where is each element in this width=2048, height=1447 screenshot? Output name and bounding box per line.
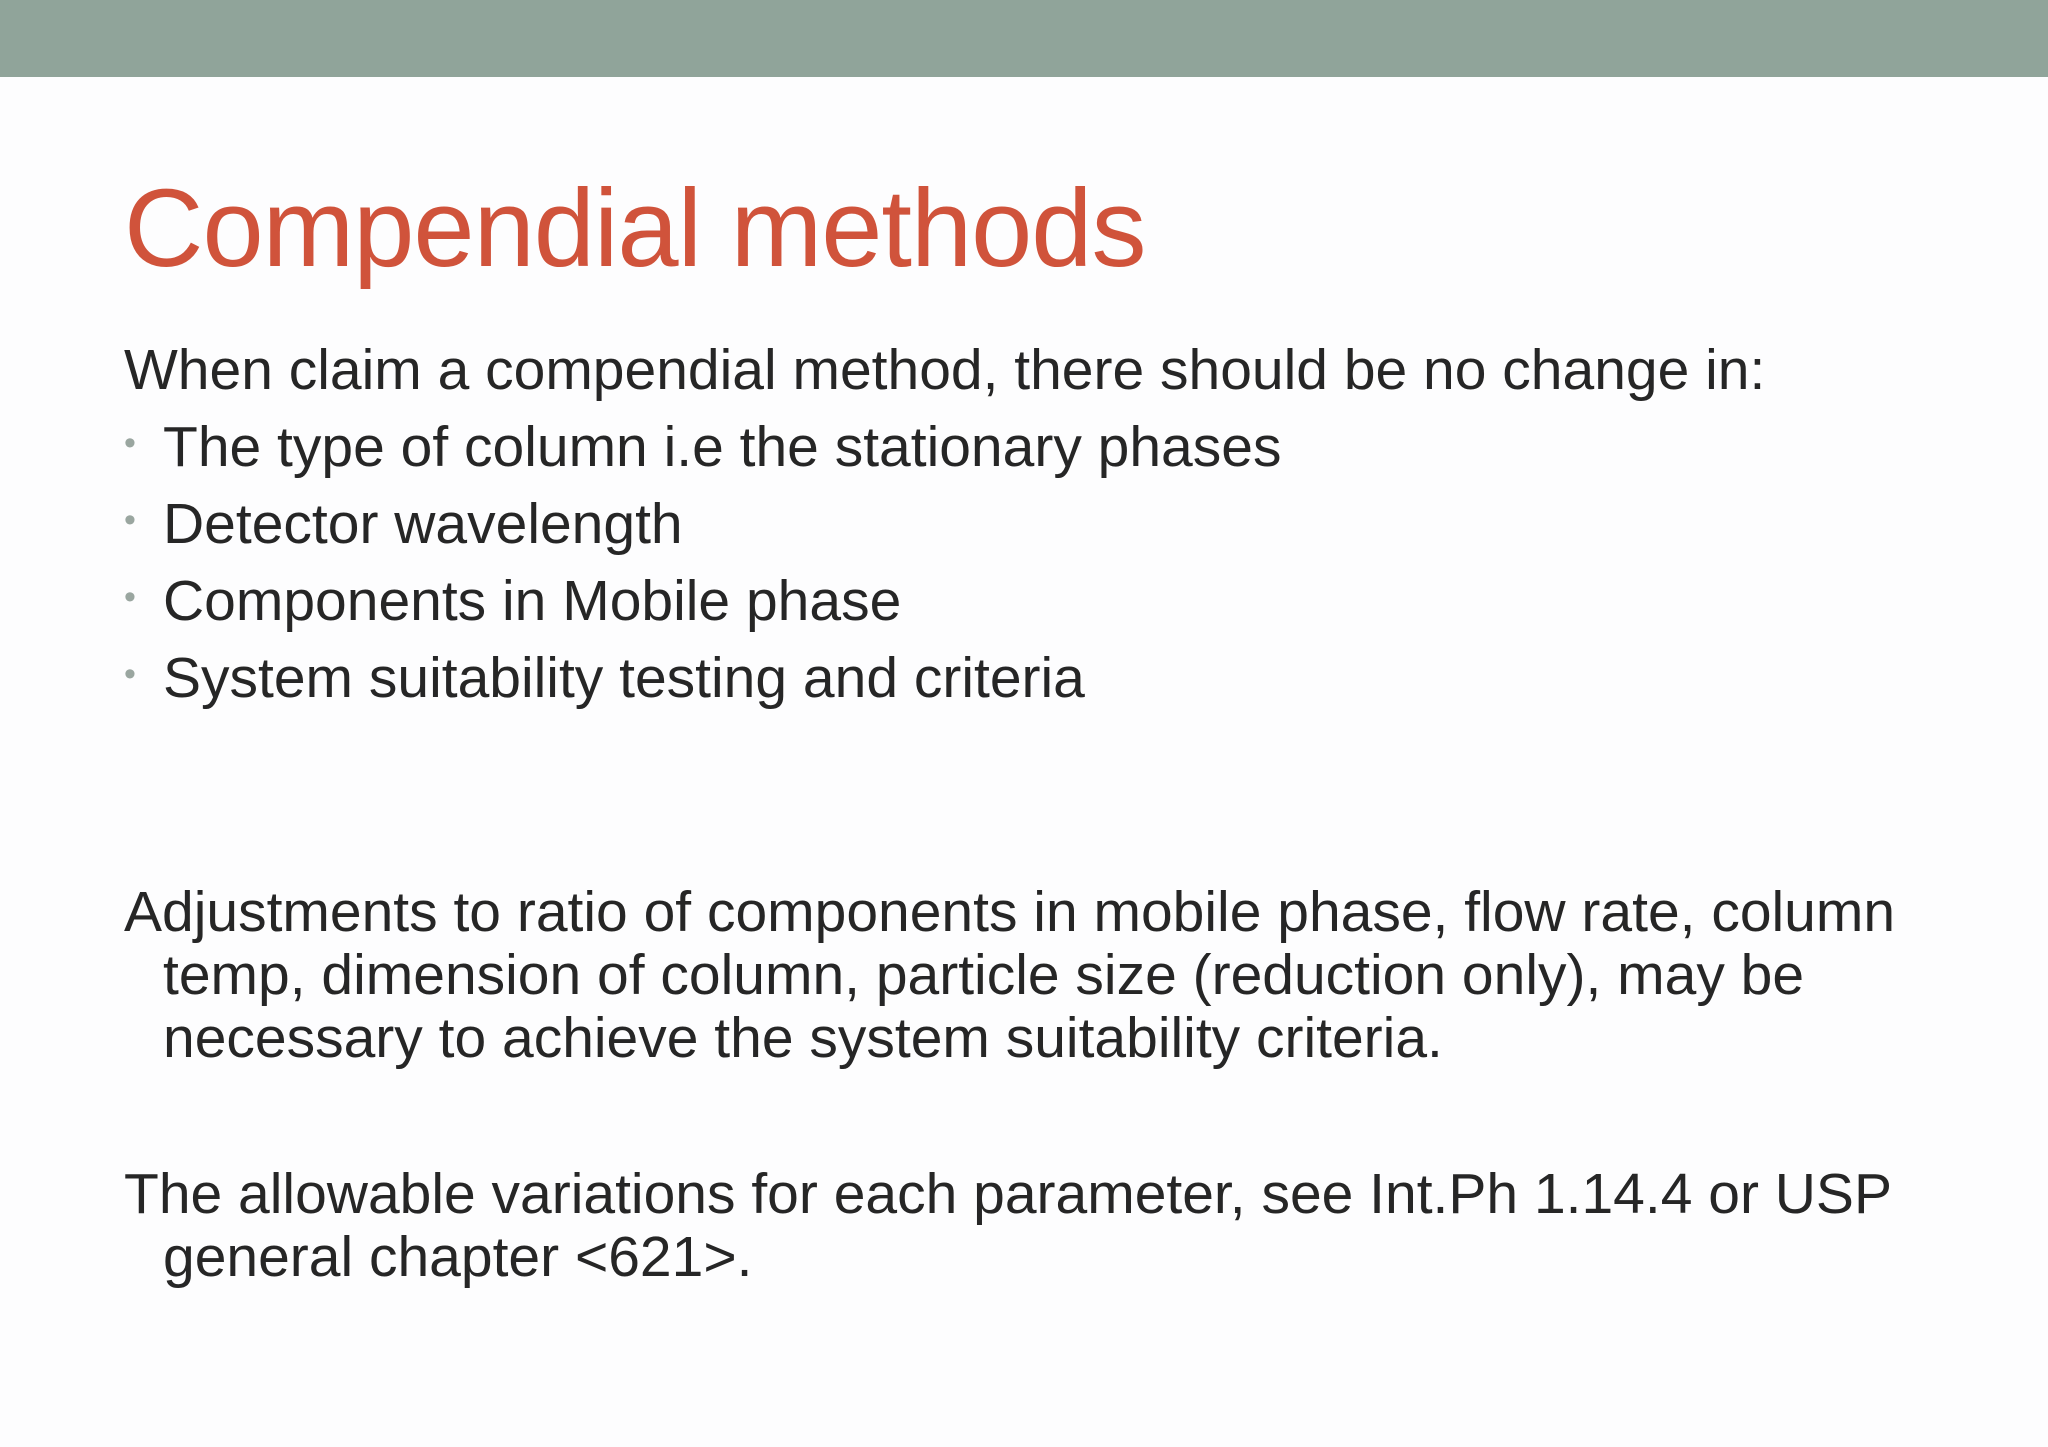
lead-text: When claim a compendial method, there should be no change in: bbox=[124, 338, 1766, 402]
bullet-dot-icon: • bbox=[124, 501, 136, 539]
slide-content bbox=[124, 338, 1944, 1289]
bullet-text: System suitability testing and criteria bbox=[163, 646, 1085, 710]
bullet-item bbox=[124, 647, 1944, 710]
bullet-text: The type of column i.e the stationary phases bbox=[163, 415, 1282, 479]
top-accent-bar bbox=[0, 0, 2048, 77]
bullet-dot-icon: • bbox=[124, 578, 136, 616]
bullet-text: Detector wavelength bbox=[163, 492, 683, 556]
bullet-item bbox=[124, 416, 1944, 479]
adjustments-paragraph: Adjustments to ratio of components in mobile phase, flow rate, column temp, dimension of column, particle size (reduction only), may be necessary to achieve the system suitability criteria. bbox=[124, 880, 1896, 1070]
bullet-text: Components in Mobile phase bbox=[163, 569, 902, 633]
bullet-dot-icon: • bbox=[124, 424, 136, 462]
bullet-item bbox=[124, 493, 1944, 556]
variations-paragraph: The allowable variations for each parameter, see Int.Ph 1.14.4 or USP general chapter <621>. bbox=[124, 1162, 1891, 1289]
slide-title: Compendial methods bbox=[124, 167, 1146, 290]
bullet-item bbox=[124, 570, 1944, 633]
bullet-dot-icon: • bbox=[124, 655, 136, 693]
bullet-list bbox=[124, 416, 1944, 710]
